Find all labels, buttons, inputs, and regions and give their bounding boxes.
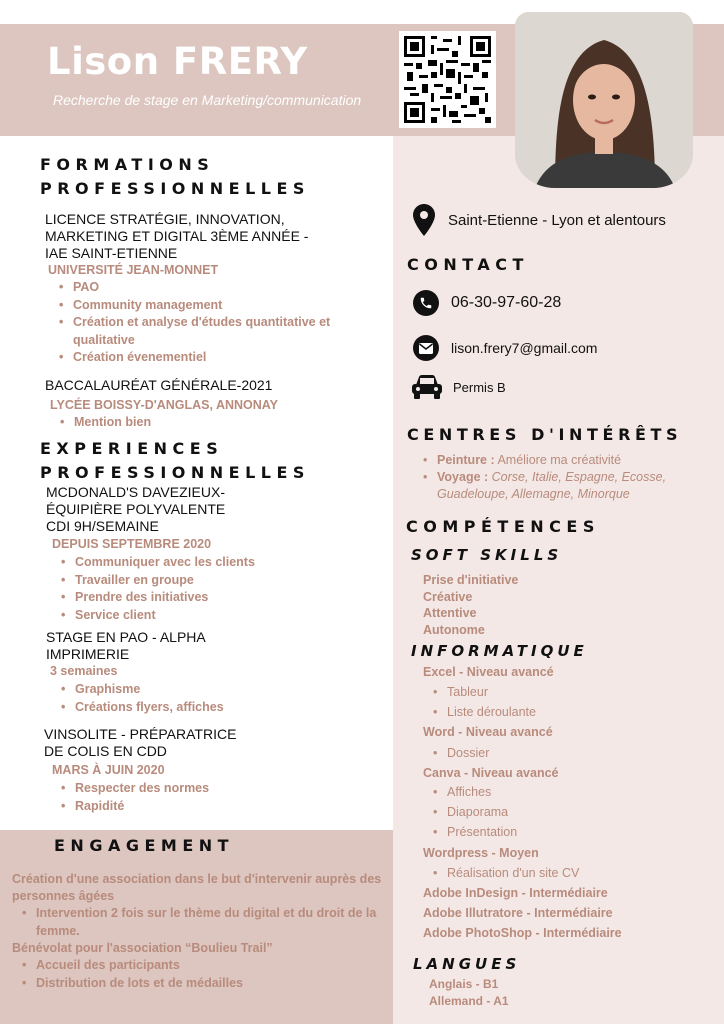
engagement-assoc1-list bbox=[22, 905, 382, 940]
phone-row[interactable] bbox=[413, 290, 561, 316]
list-item: • Respecter des normes bbox=[61, 780, 209, 798]
list-item: • Créations flyers, affiches bbox=[61, 699, 224, 717]
skill-word: Word - Niveau avancé bbox=[423, 725, 553, 739]
skill-photoshop: Adobe PhotoShop - Intermédiaire bbox=[423, 926, 622, 940]
list-item: • Service client bbox=[61, 607, 255, 625]
experiences-title: EXPERIENCES PROFESSIONNELLES bbox=[40, 439, 310, 482]
list-item: • Peinture : Améliore ma créativité bbox=[423, 452, 713, 469]
list-item: • Community management bbox=[59, 297, 359, 315]
wordpress-list bbox=[433, 863, 579, 883]
qr-code-icon[interactable] bbox=[399, 31, 496, 128]
bac-school: LYCÉE BOISSY-D'ANGLAS, ANNONAY bbox=[50, 398, 279, 412]
competences-title: COMPÉTENCES bbox=[406, 517, 600, 536]
list-item: Attentive bbox=[423, 606, 477, 620]
skill-wordpress: Wordpress - Moyen bbox=[423, 846, 539, 860]
list-item: • Mention bien bbox=[60, 414, 151, 432]
permis-row bbox=[411, 374, 506, 400]
licence-school: UNIVERSITÉ JEAN-MONNET bbox=[48, 263, 219, 277]
licence-list bbox=[59, 279, 359, 367]
engagement-assoc1: Création d'une association dans le but d'intervenir auprès des personnes âgées bbox=[12, 872, 382, 903]
list-item: • Tableur bbox=[433, 682, 536, 702]
mcdo-title: MCDONALD'S DAVEZIEUX- ÉQUIPIÈRE POLYVALENTE CDI 9H/SEMAINE bbox=[46, 484, 226, 534]
location-pin-icon bbox=[413, 204, 435, 236]
phone-text: 06-30-97-60-28 bbox=[451, 294, 562, 311]
location-row bbox=[413, 204, 666, 236]
vinsolite-period: MARS À JUIN 2020 bbox=[52, 763, 165, 777]
list-item: • Distribution de lots et de médailles bbox=[22, 975, 243, 993]
email-icon bbox=[413, 335, 439, 361]
vinsolite-title: VINSOLITE - PRÉPARATRICE DE COLIS EN CDD bbox=[44, 726, 237, 759]
list-item: • Dossier bbox=[433, 743, 489, 763]
candidate-name: Lison FRERY bbox=[47, 40, 308, 83]
list-item: • PAO bbox=[59, 279, 359, 297]
mcdo-list bbox=[61, 554, 255, 624]
list-item: • Voyage : Corse, Italie, Espagne, Ecosse, Guadeloupe, Allemagne, Minorque bbox=[423, 469, 713, 503]
langues-list bbox=[429, 976, 509, 1009]
list-item: • Présentation bbox=[433, 822, 517, 842]
list-item: • Intervention 2 fois sur le thème du digital et du droit de la femme. bbox=[22, 905, 382, 940]
bac-title: BACCALAURÉAT GÉNÉRALE-2021 bbox=[45, 377, 273, 393]
list-item: • Prendre des initiatives bbox=[61, 589, 255, 607]
skill-excel: Excel - Niveau avancé bbox=[423, 665, 554, 679]
list-item: Prise d'initiative bbox=[423, 573, 519, 587]
permis-text: Permis B bbox=[453, 379, 506, 395]
list-item: • Communiquer avec les clients bbox=[61, 554, 255, 572]
candidate-subtitle: Recherche de stage en Marketing/communication bbox=[53, 92, 362, 108]
bac-list bbox=[60, 414, 151, 432]
list-item: Anglais - B1 bbox=[429, 977, 499, 991]
interets-list bbox=[423, 452, 713, 503]
location-text: Saint-Etienne - Lyon et alentours bbox=[448, 211, 666, 229]
list-item: • Création évenementiel bbox=[59, 349, 359, 367]
email-row[interactable] bbox=[413, 335, 597, 361]
skill-indesign: Adobe InDesign - Intermédiaire bbox=[423, 886, 608, 900]
mcdo-period: DEPUIS SEPTEMBRE 2020 bbox=[52, 537, 212, 551]
langues-title: LANGUES bbox=[413, 955, 521, 973]
profile-photo bbox=[515, 12, 693, 188]
list-item: • Rapidité bbox=[61, 798, 209, 816]
phone-icon bbox=[413, 290, 439, 316]
skill-canva: Canva - Niveau avancé bbox=[423, 766, 559, 780]
skill-illustrator: Adobe Illutratore - Intermédiaire bbox=[423, 906, 613, 920]
interets-title: CENTRES D'INTÉRÊTS bbox=[407, 425, 683, 444]
email-text: lison.frery7@gmail.com bbox=[451, 340, 598, 356]
list-item: Allemand - A1 bbox=[429, 993, 509, 1008]
stage-list bbox=[61, 681, 224, 716]
contact-title: CONTACT bbox=[407, 255, 529, 274]
list-item: • Graphisme bbox=[61, 681, 224, 699]
list-item: • Création et analyse d'études quantitative et qualitative bbox=[59, 314, 359, 349]
list-item: • Réalisation d'un site CV bbox=[433, 863, 579, 883]
engagement-assoc2: Bénévolat pour l'association “Boulieu Trail” bbox=[12, 941, 273, 955]
list-item: • Liste déroulante bbox=[433, 702, 536, 722]
canva-list bbox=[433, 782, 517, 842]
stage-period: 3 semaines bbox=[50, 664, 118, 678]
vinsolite-list bbox=[61, 780, 209, 815]
excel-list bbox=[433, 682, 536, 722]
engagement-assoc2-list bbox=[22, 957, 243, 992]
car-icon bbox=[411, 374, 443, 400]
list-item: Créative bbox=[423, 589, 473, 604]
engagement-title: ENGAGEMENT bbox=[54, 836, 235, 855]
list-item: Autonome bbox=[423, 622, 485, 637]
list-item: • Accueil des participants bbox=[22, 957, 243, 975]
soft-skills-list bbox=[423, 572, 518, 638]
list-item: • Affiches bbox=[433, 782, 517, 802]
formations-title: FORMATIONS PROFESSIONNELLES bbox=[40, 155, 310, 198]
list-item: • Travailler en groupe bbox=[61, 572, 255, 590]
informatique-title: INFORMATIQUE bbox=[411, 642, 588, 660]
list-item: • Diaporama bbox=[433, 802, 517, 822]
licence-title: LICENCE STRATÉGIE, INNOVATION, MARKETING ET DIGITAL 3ÈME ANNÉE - IAE SAINT-ETIENNE bbox=[45, 211, 309, 261]
soft-skills-title: SOFT SKILLS bbox=[411, 546, 563, 564]
word-list bbox=[433, 743, 489, 763]
stage-title: STAGE EN PAO - ALPHA IMPRIMERIE bbox=[46, 629, 206, 662]
